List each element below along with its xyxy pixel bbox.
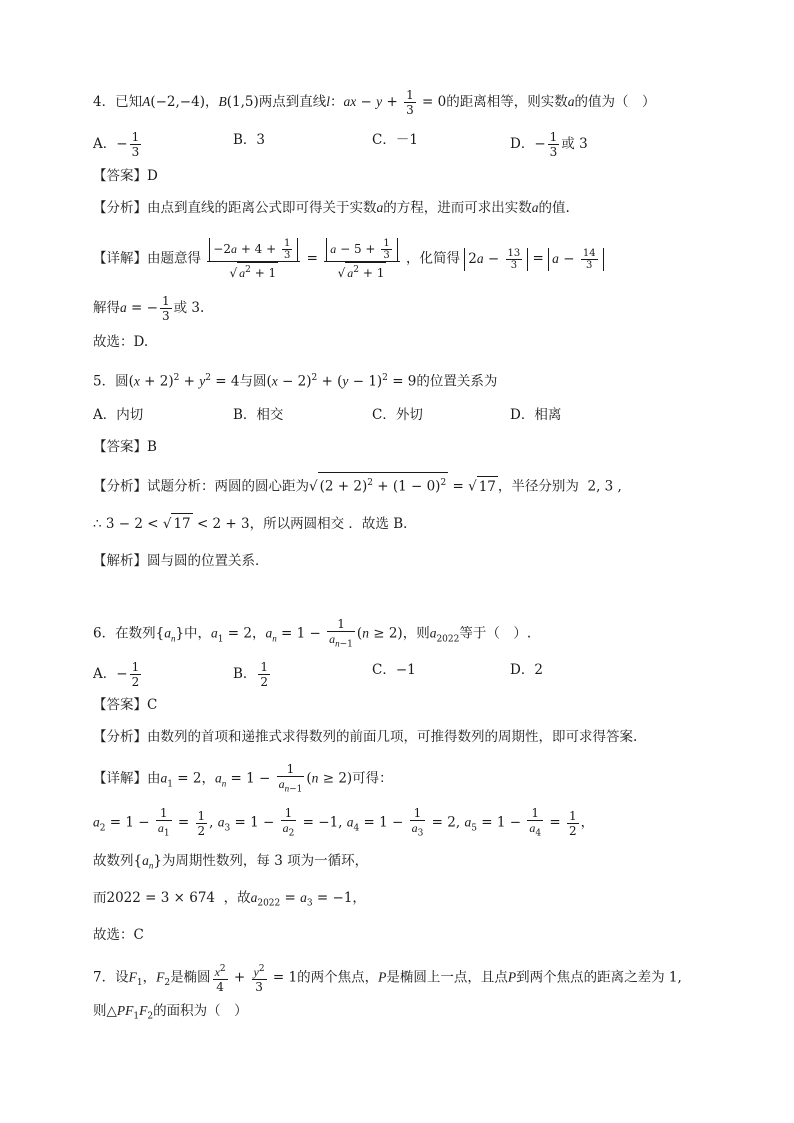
q6-calc: 而2022 = 3 × 674 ，故$a_{2022} = a_3 = -1$， — [93, 890, 366, 909]
q4-option-b: B．3 — [233, 132, 266, 148]
q6-terms: $a_2 = 1$ − $\frac{1}{a_1}$ = $\frac{1}{2}$ , $a_3 = 1$ − $\frac{1}{a_2}$ = −1, $a_4 = 1$ − $\frac{1}{a_3}$ = 2, $a_5 = 1$ − $\frac{1}{a_4}$ = $\frac{1}{2}$ ， — [93, 806, 595, 839]
q4-analysis: 【分析】由点到直线的距离公式即可得关于实数a的方程，进而可求出实数a的值. — [93, 200, 570, 216]
q6-conclusion: 故选：C — [93, 927, 144, 943]
q4-option-a: A．− $\frac{1}{3}$ — [93, 130, 140, 159]
q6-option-c: C．−1 — [372, 662, 416, 678]
q4-solve: 解得a = − $\frac{1}{3}$ 或 3. — [93, 294, 205, 323]
q4-option-d: D．− $\frac{1}{3}$ 或 3 — [510, 130, 588, 159]
q4-option-c: C．－1 — [372, 132, 418, 148]
q5-option-c: C．外切 — [372, 407, 423, 423]
q4-conclusion: 故选：D. — [93, 334, 149, 350]
q6-option-a: A．− $\frac{1}{2}$ — [93, 660, 140, 689]
q5-option-a: A．内切 — [93, 407, 144, 423]
q5-note: 【解析】圆与圆的位置关系． — [93, 553, 269, 569]
q4-answer: 【答案】D — [93, 168, 158, 184]
q6-option-d: D．2 — [510, 662, 543, 678]
q4-detail: 【详解】由题意得 −2a + 4 + $\frac{1}{3}$ √ $a^2 + 1$ = a − 5 + $\frac{1}{3}$ √ $a^2 + 1$ ，化简得 2a − $\frac{13}{3}$ = a − $\frac{14}{3}$ — [93, 238, 604, 280]
q5-answer: 【答案】B — [93, 439, 157, 455]
q7-stem-line2: 则$\triangle PF_1F_2$的面积为（ ） — [93, 1003, 248, 1022]
q6-answer: 【答案】C — [93, 697, 158, 713]
q6-period: 故数列$\{a_n\}$为周期性数列，每 3 项为一循环， — [93, 853, 369, 871]
q6-detail: 【详解】由$a_1 = 2$，$a_n = 1$ − $\frac{1}{a_{n-1}}$ (n ≥ 2)可得： — [93, 762, 393, 795]
q5-stem: 5．圆$(x + 2)^2 + y^2 = 4$与圆$(x - 2)^2 + (y - 1)^2 = 9$的位置关系为 — [93, 373, 498, 390]
q5-option-d: D．相离 — [510, 407, 562, 423]
q6-analysis: 【分析】由数列的首项和递推式求得数列的前面几项，可推得数列的周期性，即可求得答案. — [93, 729, 638, 745]
q5-option-b: B．相交 — [233, 407, 284, 423]
q5-analysis: 【分析】试题分析：两圆的圆心距为√ $(2 + 2)^2 + (1 - 0)^2$ = √ 17 ，半径分别为 2, 3 , — [93, 472, 622, 497]
q5-reasoning: ∴ 3 − 2 < √ 17 < 2 + 3，所以两圆相交 ．故选 B． — [93, 513, 417, 534]
q7-stem: 7．设$F_1$，$F_2$是椭圆 $\frac{x^2}{4}$ + $\frac{y^2}{3}$ = 1的两个焦点，P是椭圆上一点，且点P到两个焦点的距离之差为 1, — [93, 964, 682, 994]
q6-option-b: B． $\frac{1}{2}$ — [233, 660, 269, 689]
q6-stem: 6．在数列$\{a_n\}$中，$a_1 = 2$，$a_n = 1$ − $\frac{1}{a_{n-1}}$ (n ≥ 2)，则$a_{2022}$等于（ ）. — [93, 617, 532, 650]
q4-stem: 4．已知A(−2,−4)，B(1,5)两点到直线l：ax − y + $\frac{1}{3}$ = 0的距离相等，则实数a的值为（ ） — [93, 88, 656, 117]
